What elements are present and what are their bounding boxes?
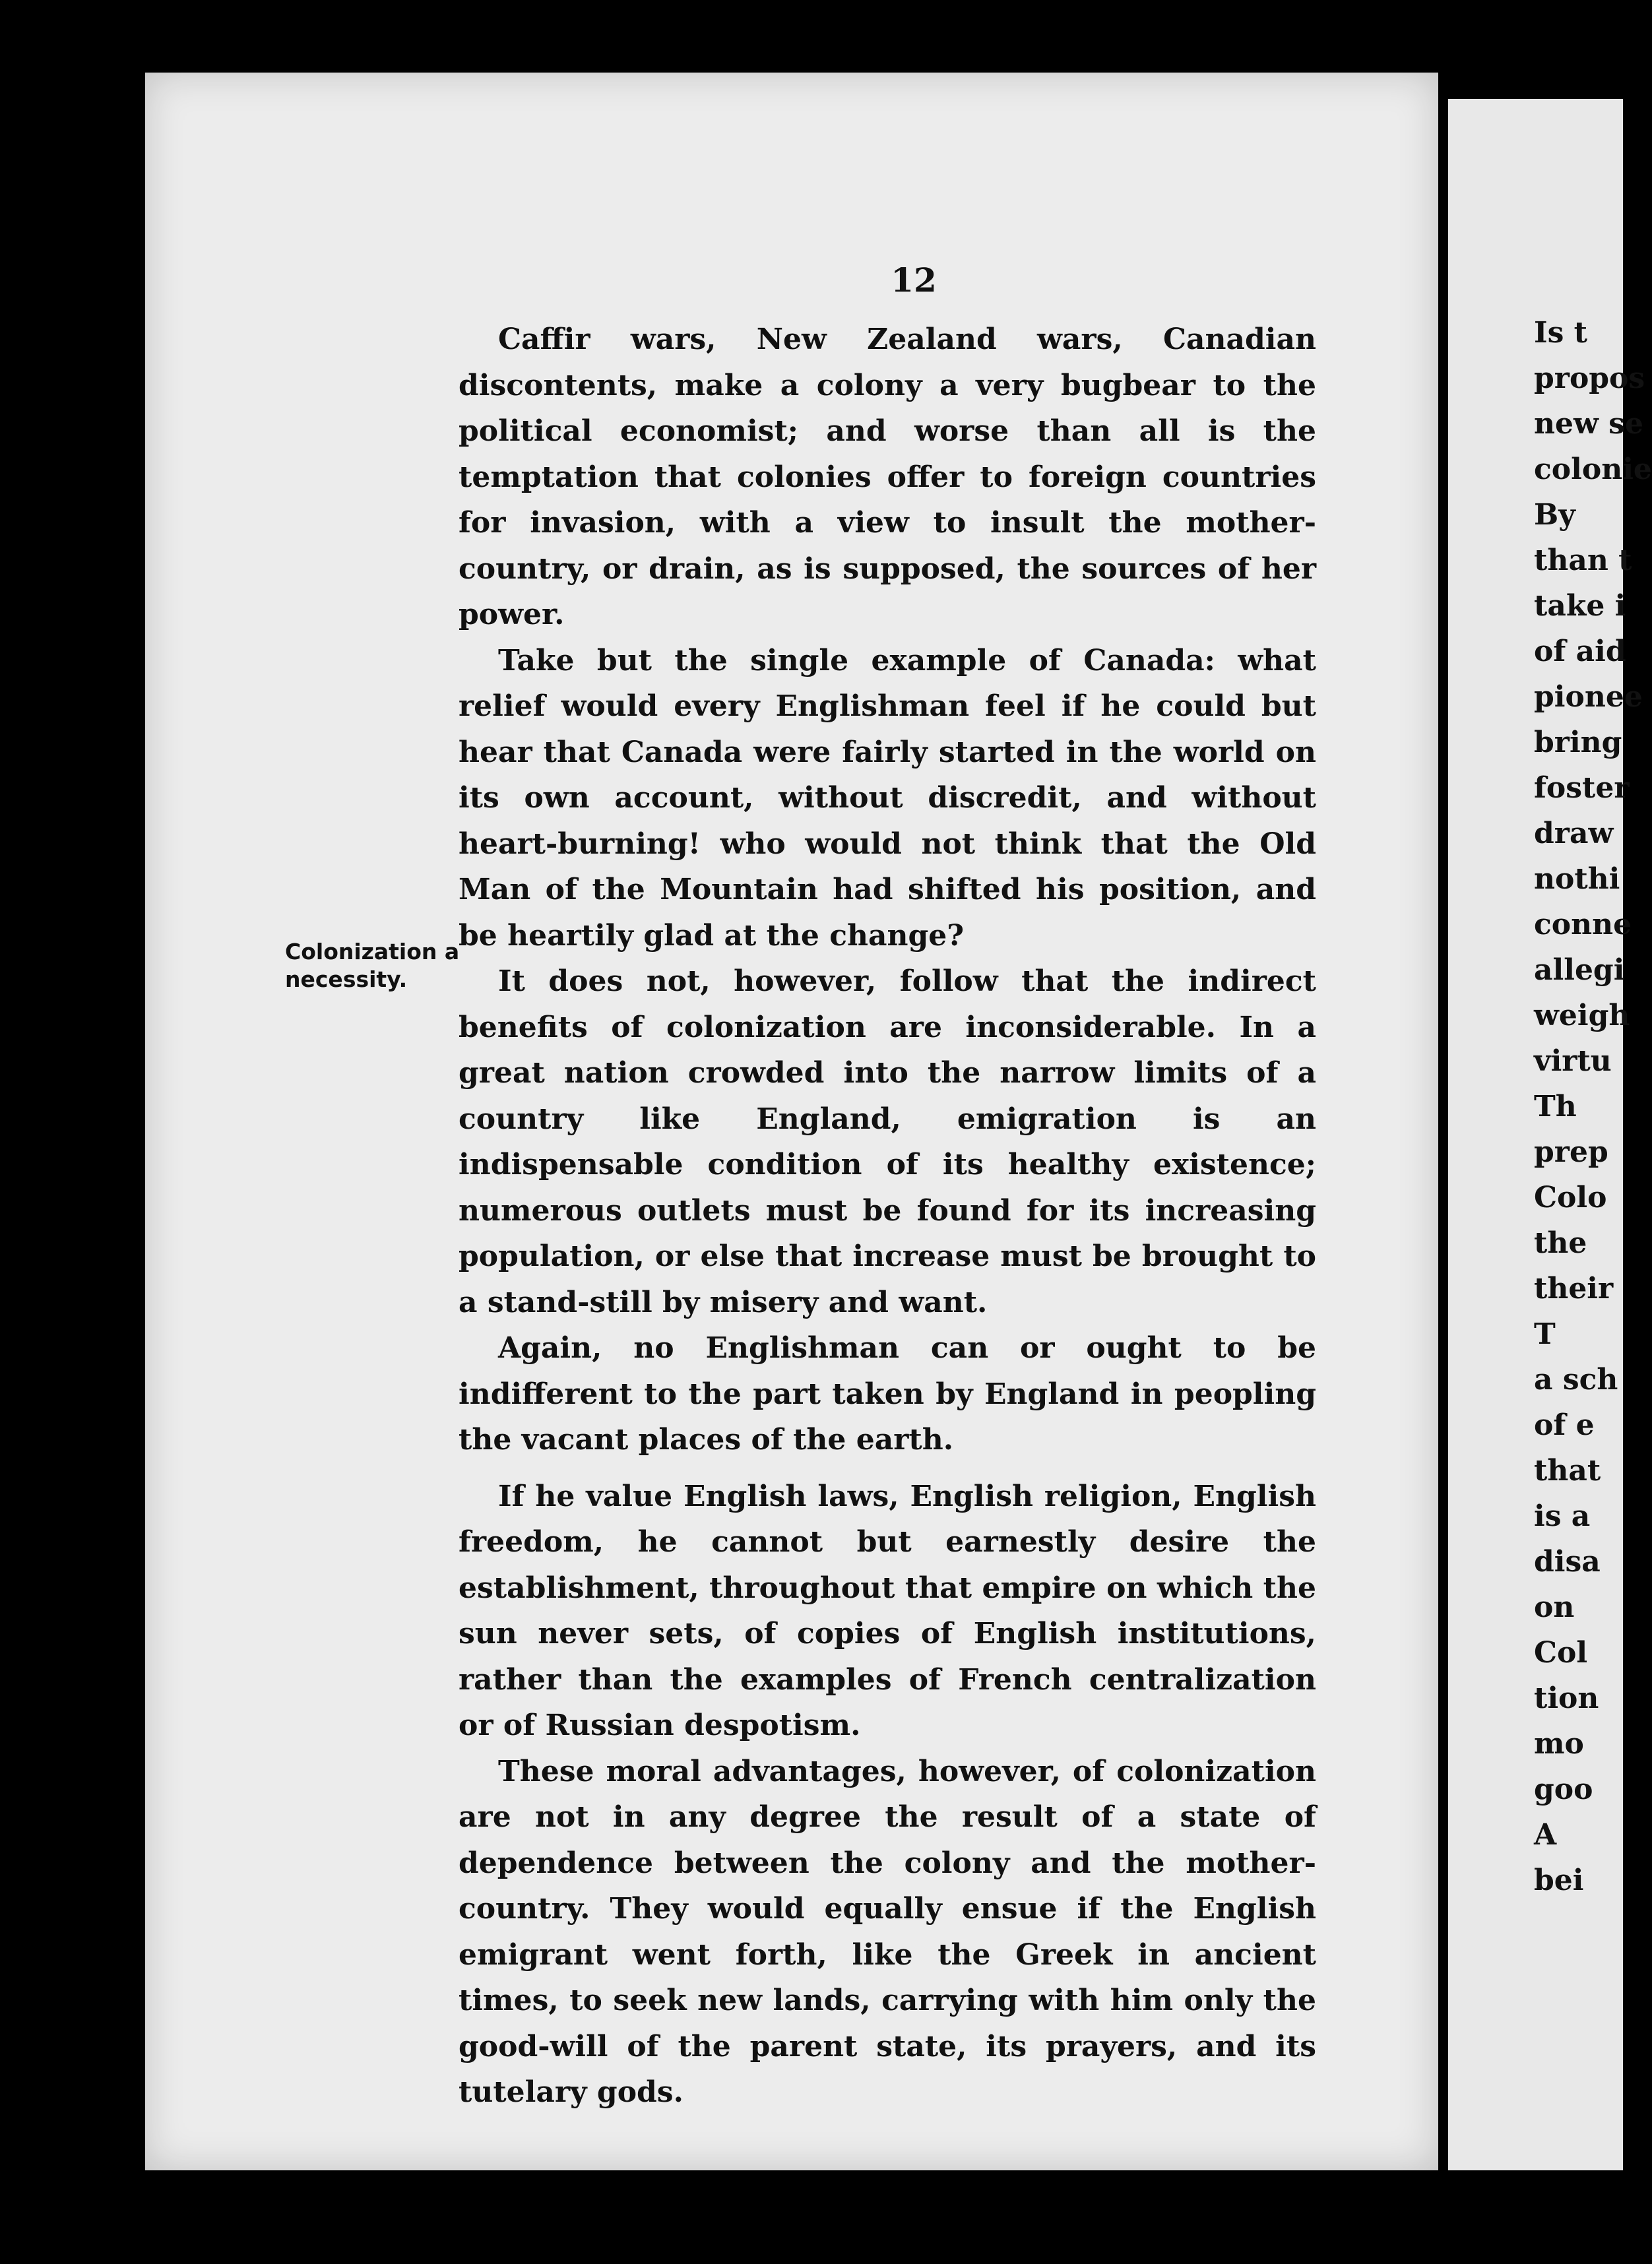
adjacent-page-line: weigh [1534, 999, 1630, 1032]
adjacent-page-line: on [1534, 1590, 1575, 1624]
adjacent-page-line: T [1534, 1317, 1556, 1351]
adjacent-page-text [1534, 310, 1652, 1903]
paragraph-6: These moral advantages, however, of colonization are not in any degree the result of a state of dependence between the colony and the mother-country. They would equally ensue if the English emigrant went forth, like the Greek in ancient times, to seek new lands, carrying with him only the good-will of the parent state, its prayers, and its tutelary gods. [459, 1754, 1316, 2109]
adjacent-page-line: the [1534, 1226, 1587, 1260]
adjacent-page-line: disa [1534, 1545, 1601, 1579]
paragraph-1: Caffir wars, New Zealand wars, Canadian discontents, make a colony a very bugbear to the political economist; and worse than all is the temptation that colonies offer to foreign countries for invasion, with a view to insult the mother-country, or drain, as is supposed, the sources of her power. [459, 323, 1316, 631]
adjacent-page-line: prep [1534, 1135, 1608, 1169]
adjacent-page-line: allegi [1534, 953, 1625, 987]
adjacent-page-line: propos [1534, 362, 1645, 395]
adjacent-page-line: draw [1534, 817, 1614, 850]
adjacent-page-line: than t [1534, 544, 1632, 577]
adjacent-page-line: colonie [1534, 453, 1652, 486]
adjacent-page-line: A [1534, 1818, 1557, 1852]
adjacent-page [1448, 99, 1652, 2170]
adjacent-page-line: new se [1534, 407, 1643, 441]
adjacent-page-line: Colo [1534, 1181, 1607, 1214]
adjacent-page-line: goo [1534, 1773, 1593, 1806]
adjacent-page-line: By [1534, 498, 1575, 532]
adjacent-page-line: tion [1534, 1682, 1599, 1715]
paragraph-2: Take but the single example of Canada: what relief would every Englishman feel if he could but hear that Canada were fairly started in the world on its own account, without discredit, and without heart-burning! who would not think that the Old Man of the Mountain had shifted his position, and be heartily glad at the change? [459, 643, 1316, 953]
adjacent-page-line: mo [1534, 1727, 1584, 1761]
adjacent-page-line: conne [1534, 908, 1632, 941]
adjacent-page-line: Is t [1534, 316, 1587, 350]
adjacent-page-line: bring [1534, 726, 1622, 759]
paragraph-5: If he value English laws, English religion, English freedom, he cannot but earnestly desire the establishment, throughout that empire on which the sun never sets, of copies of English institutions, rather than the examples of French centralization or of Russian despotism. [459, 1479, 1316, 1742]
adjacent-page-line: of e [1534, 1408, 1595, 1442]
adjacent-page-line: that [1534, 1454, 1601, 1488]
body-text [459, 317, 1316, 2116]
adjacent-page-line: a sch [1534, 1363, 1618, 1397]
adjacent-page-line: is a [1534, 1499, 1591, 1533]
adjacent-page-line: of aid [1534, 635, 1626, 668]
adjacent-page-line: take i [1534, 589, 1626, 623]
paragraph-4: Again, no Englishman can or ought to be indifferent to the part taken by England in peopling the vacant places of the earth. [459, 1331, 1316, 1457]
adjacent-page-line: pionee [1534, 680, 1643, 714]
page-number: 12 [891, 261, 937, 299]
adjacent-page-line: nothi [1534, 862, 1620, 896]
adjacent-page-line: Th [1534, 1090, 1577, 1123]
adjacent-page-line: bei [1534, 1864, 1584, 1897]
adjacent-page-line: foster [1534, 771, 1630, 805]
paragraph-3: It does not, however, follow that the indirect benefits of colonization are inconsiderable. In a great nation crowded into the narrow limits of a country like England, emigration is an indispensable condition of its healthy existence; numerous outlets must be found for its increasing population, or else that increase must be brought to a stand-still by misery and want. [459, 964, 1316, 1319]
adjacent-page-line: their [1534, 1272, 1614, 1305]
side-note: Colonization a necessity. [285, 939, 460, 992]
adjacent-page-line: virtu [1534, 1044, 1612, 1078]
adjacent-page-line: Col [1534, 1636, 1588, 1670]
